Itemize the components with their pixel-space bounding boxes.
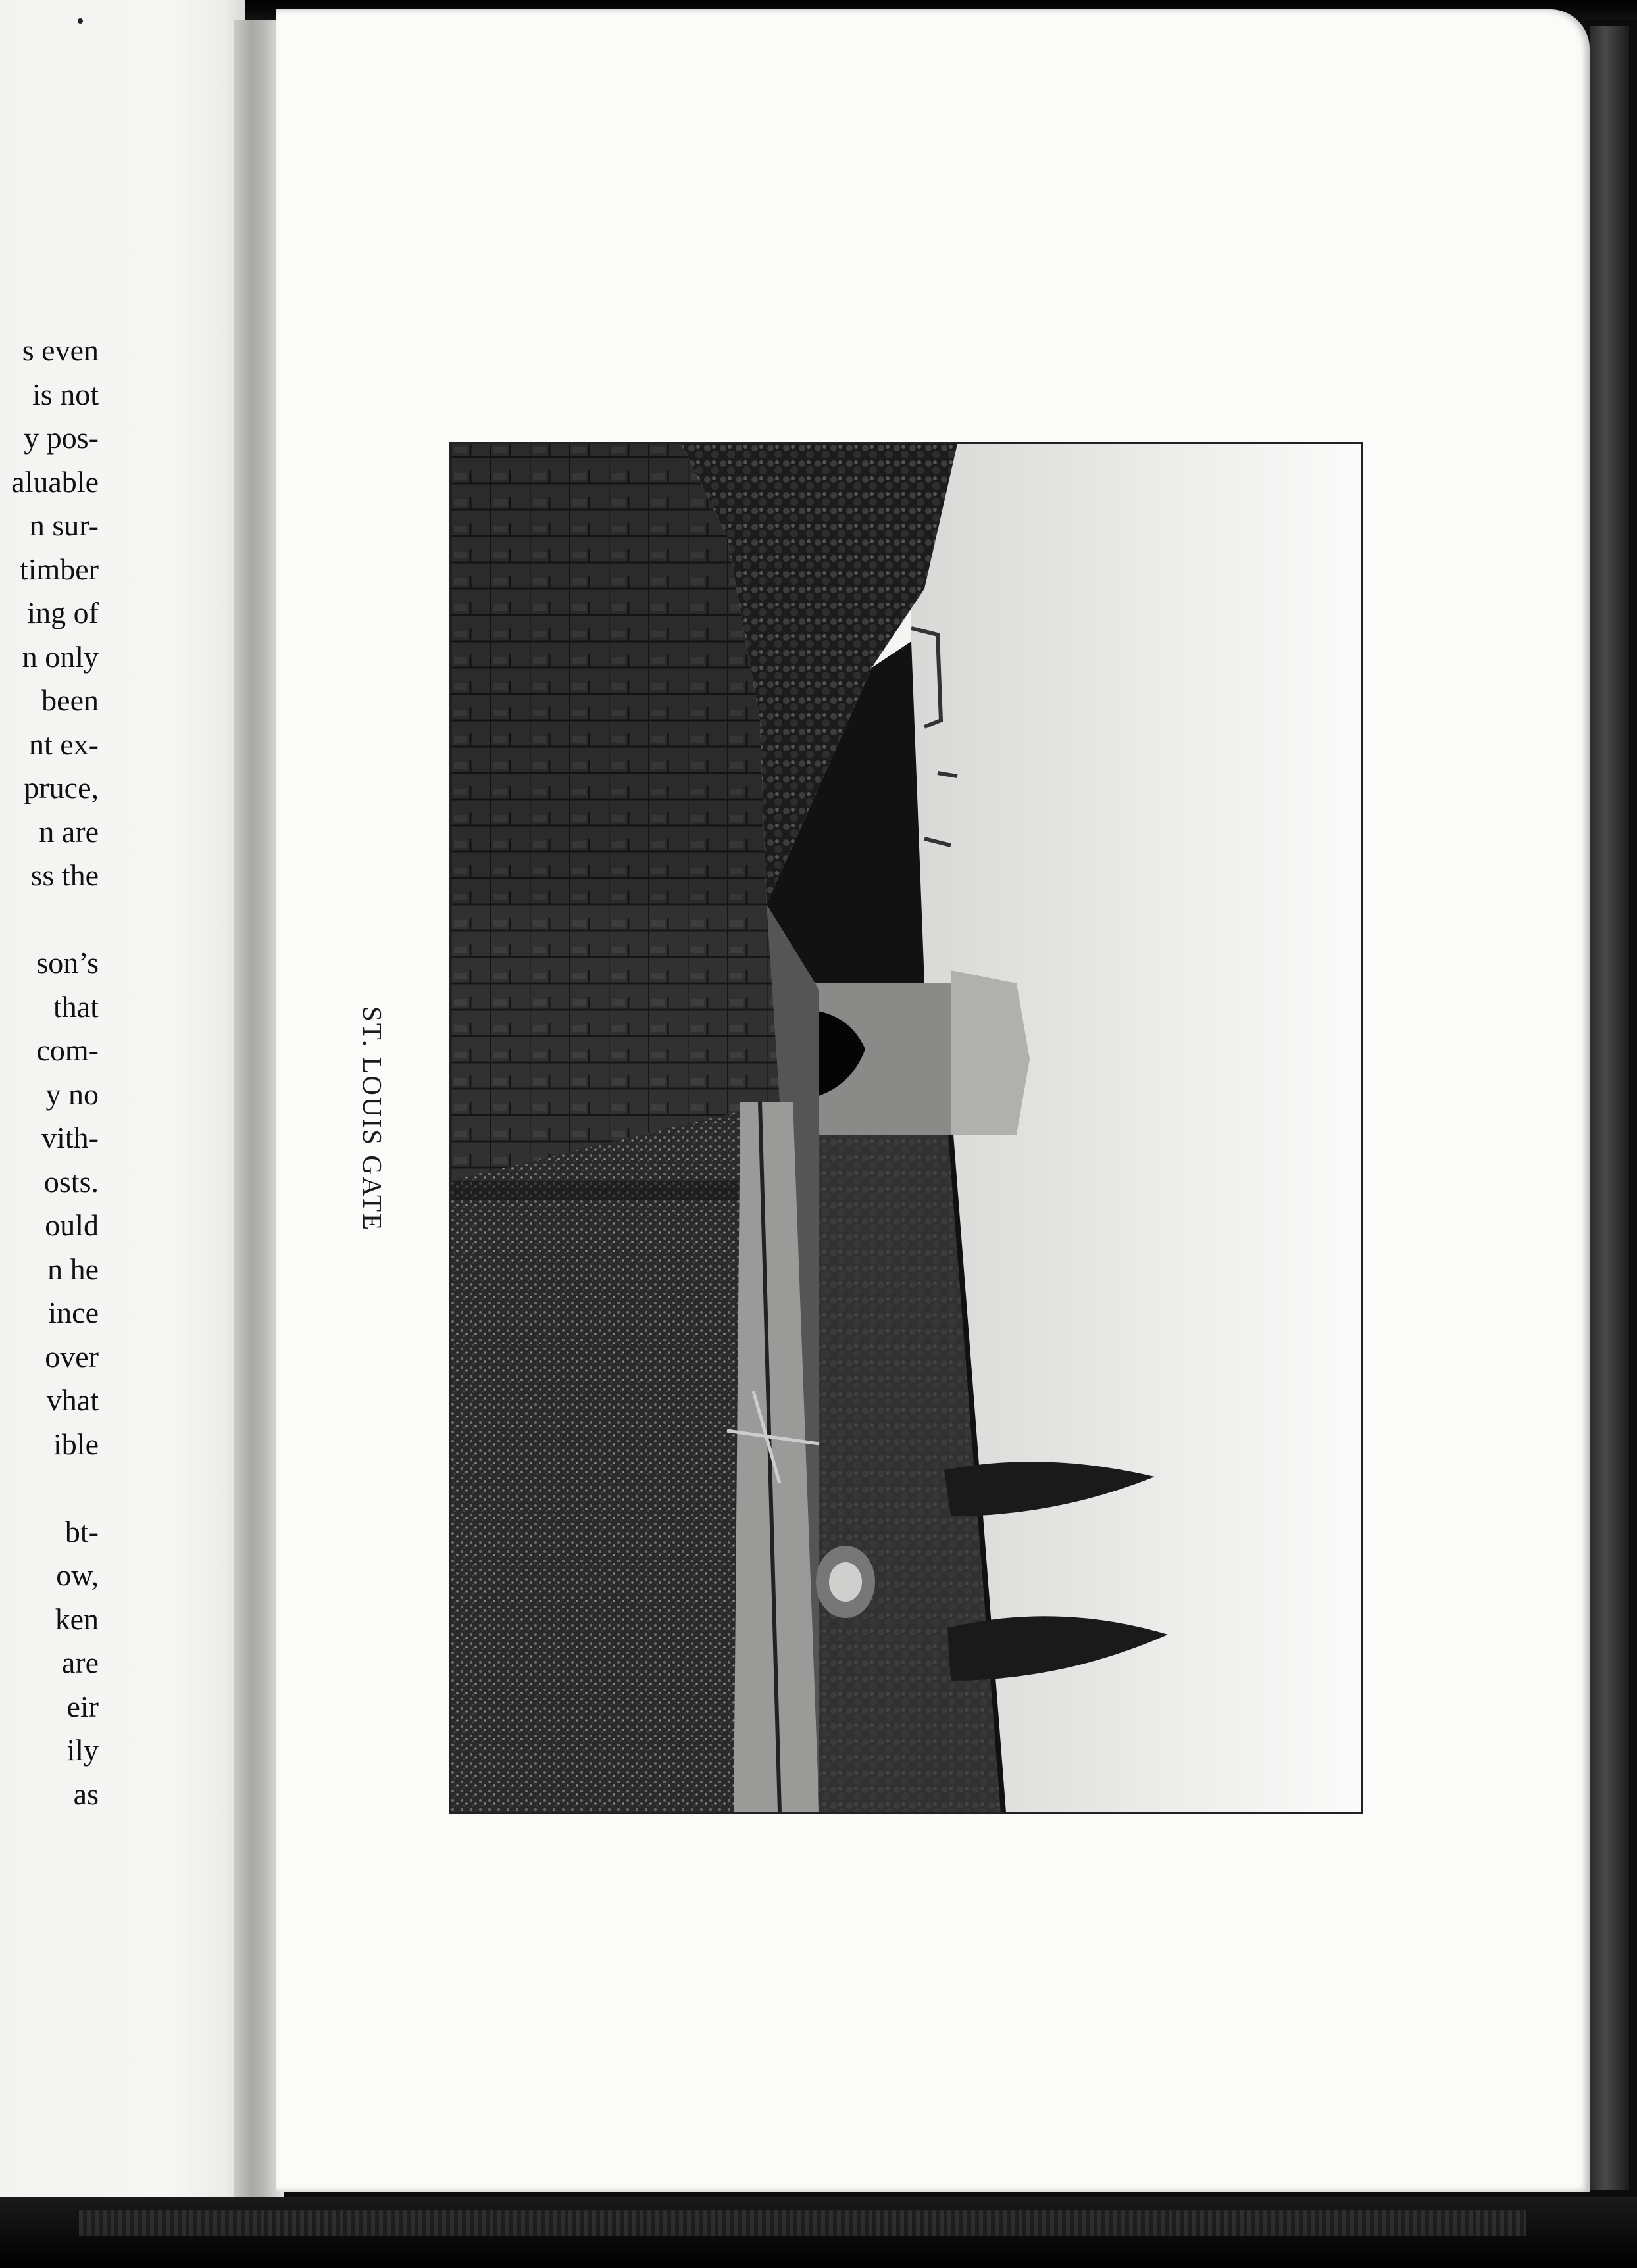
dust-speck (78, 18, 83, 24)
left-page-text-line: nt ex- (28, 727, 99, 761)
left-page-text-line: ince (48, 1296, 99, 1329)
left-page-text-line: com- (36, 1033, 99, 1067)
left-page-text-line: ould (45, 1208, 99, 1242)
left-page-text-line: son’s (36, 946, 99, 979)
left-page-text-line: aluable (11, 464, 99, 499)
page-edge (1590, 26, 1629, 2190)
plate-caption: ST. LOUIS GATE (357, 1006, 388, 1233)
left-page-text-line: ily (66, 1733, 99, 1767)
left-page-text-line: vhat (46, 1383, 99, 1417)
left-page-text-line (0, 1466, 99, 1510)
left-page-text-line: that (53, 989, 99, 1023)
left-page-text-line: osts. (43, 1164, 99, 1198)
left-page-text-line: vith- (41, 1121, 99, 1154)
left-page-text-line (0, 898, 99, 942)
left-page-text-line: y pos- (24, 421, 99, 455)
left-page-text-line: ss the (30, 858, 99, 892)
left-page-text-line: bt- (64, 1514, 99, 1548)
photo-st-louis-gate (451, 444, 1361, 1812)
left-page-text-line: is not (32, 377, 99, 411)
left-page-text-line: n are (39, 814, 99, 849)
left-page-text-line: y no (45, 1077, 99, 1111)
left-page-text-line: as (73, 1777, 99, 1811)
left-page-text-line: n sur- (29, 508, 99, 542)
left-page-text-line: ing of (27, 596, 99, 629)
left-page-text-line: pruce, (24, 771, 99, 804)
left-page-text-line: timber (19, 552, 99, 586)
left-page-text-line: ible (53, 1427, 99, 1461)
left-page-text-line: eir (66, 1689, 99, 1723)
left-page-text-line: n he (47, 1252, 99, 1286)
left-page-text-line: over (45, 1339, 99, 1373)
binding-cloth (79, 2210, 1526, 2236)
left-page-text-line: ken (55, 1602, 99, 1636)
left-page-text-line: are (61, 1646, 99, 1679)
left-page-text-line: been (41, 683, 99, 717)
left-page-text-line: ow, (56, 1558, 99, 1592)
left-page-text-line: s even (22, 333, 99, 367)
left-page-text (0, 329, 105, 1816)
photo-plate (449, 442, 1363, 1814)
left-page-text-line: n only (22, 639, 99, 674)
